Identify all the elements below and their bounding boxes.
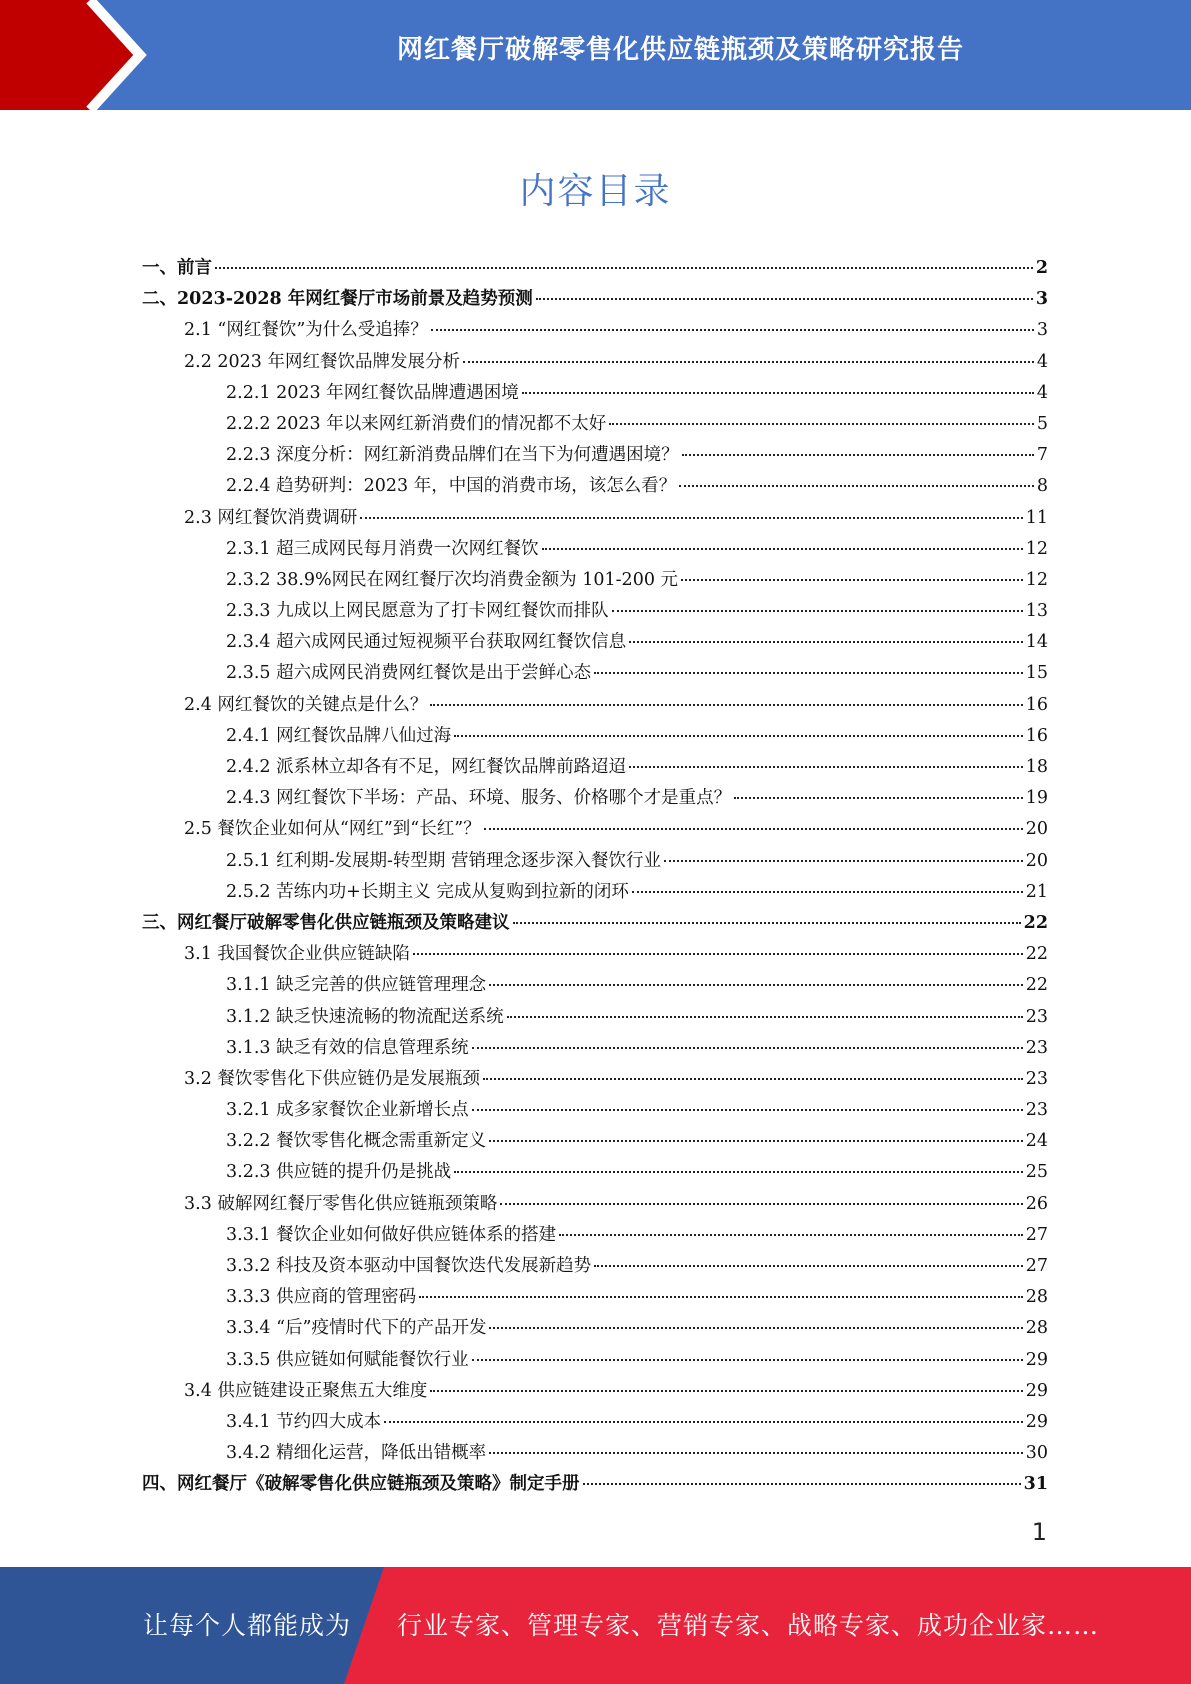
- toc-leader-dots: [483, 1078, 1023, 1080]
- toc-leader-dots: [454, 1171, 1023, 1173]
- toc-entry[interactable]: [142, 1190, 1048, 1221]
- table-of-contents: [142, 254, 1048, 1502]
- toc-entry-page: 21: [1025, 881, 1048, 902]
- toc-entry-page: 30: [1025, 1443, 1048, 1464]
- toc-entry-label: 2.2.4 趋势研判：2023 年，中国的消费市场，该怎么看？: [226, 476, 677, 497]
- toc-leader-dots: [559, 1234, 1023, 1236]
- toc-entry-page: 13: [1025, 601, 1048, 622]
- page-header-banner: [0, 0, 1191, 110]
- toc-entry-page: 23: [1025, 1100, 1048, 1121]
- toc-entry[interactable]: [142, 1470, 1048, 1501]
- toc-leader-dots: [513, 922, 1021, 924]
- report-title: 网红餐厅破解零售化供应链瓶颈及策略研究报告: [396, 35, 964, 65]
- toc-entry-label: 2.5.2 苦练内功+长期主义 完成从复购到拉新的闭环: [226, 881, 629, 902]
- toc-entry[interactable]: [142, 1439, 1048, 1470]
- toc-leader-dots: [681, 579, 1023, 581]
- toc-entry-label: 2.1 “网红餐饮”为什么受追捧？: [184, 320, 428, 341]
- toc-entry[interactable]: [142, 753, 1048, 784]
- toc-entry-label: 3.3 破解网红餐厅零售化供应链瓶颈策略: [184, 1193, 498, 1214]
- toc-leader-dots: [682, 454, 1034, 456]
- toc-entry-page: 11: [1025, 507, 1048, 528]
- toc-entry-page: 22: [1025, 975, 1048, 996]
- toc-entry-page: 20: [1025, 850, 1048, 871]
- toc-leader-dots: [632, 891, 1023, 893]
- toc-leader-dots: [489, 1327, 1022, 1329]
- toc-entry-page: 28: [1025, 1318, 1048, 1339]
- toc-entry[interactable]: [142, 878, 1048, 909]
- toc-entry-page: 16: [1025, 725, 1048, 746]
- toc-entry-page: 23: [1025, 1037, 1048, 1058]
- toc-leader-dots: [463, 361, 1034, 363]
- toc-entry-label: 2.5.1 红利期-发展期-转型期 营销理念逐步深入餐饮行业: [226, 850, 661, 871]
- toc-entry[interactable]: [142, 1221, 1048, 1252]
- toc-entry-page: 15: [1025, 663, 1048, 684]
- toc-entry-page: 28: [1025, 1287, 1048, 1308]
- toc-entry-page: 3: [1035, 289, 1048, 310]
- toc-entry-page: 23: [1025, 1006, 1048, 1027]
- toc-leader-dots: [419, 1296, 1023, 1298]
- header-arrow-decoration: [0, 0, 160, 110]
- toc-entry[interactable]: [142, 1314, 1048, 1345]
- toc-entry[interactable]: [142, 659, 1048, 690]
- toc-entry-label: 2.3 网红餐饮消费调研: [184, 507, 358, 528]
- toc-leader-dots: [430, 1390, 1022, 1392]
- toc-entry-label: 3.1.2 缺乏快速流畅的物流配送系统: [226, 1006, 504, 1027]
- toc-entry[interactable]: [142, 504, 1048, 535]
- toc-entry-page: 12: [1025, 538, 1048, 559]
- toc-entry[interactable]: [142, 940, 1048, 971]
- toc-entry-page: 2: [1035, 258, 1048, 278]
- toc-entry-page: 31: [1023, 1474, 1048, 1495]
- toc-entry-label: 3.3.1 餐饮企业如何做好供应链体系的搭建: [226, 1224, 557, 1245]
- toc-leader-dots: [612, 610, 1023, 612]
- toc-leader-dots: [431, 329, 1034, 331]
- toc-entry[interactable]: [142, 722, 1048, 753]
- toc-entry-label: 2.3.1 超三成网民每月消费一次网红餐饮: [226, 538, 539, 559]
- toc-entry-label: 2.4 网红餐饮的关键点是什么？: [184, 694, 428, 715]
- toc-entry[interactable]: [142, 379, 1048, 410]
- toc-entry-label: 2.3.4 超六成网民通过短视频平台获取网红餐饮信息: [226, 632, 627, 653]
- toc-entry[interactable]: [142, 254, 1048, 285]
- toc-entry-label: 2.3.3 九成以上网民愿意为了打卡网红餐饮而排队: [226, 601, 609, 622]
- toc-entry-page: 25: [1025, 1162, 1048, 1183]
- toc-leader-dots: [629, 641, 1023, 643]
- toc-leader-dots: [215, 267, 1033, 269]
- toc-leader-dots: [472, 1109, 1023, 1111]
- toc-entry-label: 3.3.4 “后”疫情时代下的产品开发: [226, 1318, 487, 1339]
- toc-entry-page: 18: [1025, 757, 1048, 777]
- toc-leader-dots: [500, 1203, 1022, 1205]
- toc-entry-page: 3: [1036, 320, 1048, 341]
- toc-leader-dots: [734, 797, 1023, 799]
- toc-entry-page: 16: [1025, 694, 1048, 715]
- toc-entry[interactable]: [142, 971, 1048, 1002]
- toc-entry[interactable]: [142, 1127, 1048, 1158]
- toc-entry[interactable]: [142, 1096, 1048, 1127]
- toc-leader-dots: [594, 1265, 1023, 1267]
- toc-entry-label: 2.2.3 深度分析：网红新消费品牌们在当下为何遭遇困境？: [226, 445, 679, 466]
- toc-entry[interactable]: [142, 909, 1048, 940]
- toc-leader-dots: [384, 1421, 1023, 1423]
- toc-leader-dots: [472, 1047, 1023, 1049]
- toc-entry-label: 3.3.2 科技及资本驱动中国餐饮迭代发展新趋势: [226, 1256, 592, 1276]
- toc-entry-label: 2.4.3 网红餐饮下半场：产品、环境、服务、价格哪个才是重点？: [226, 788, 732, 809]
- toc-entry-page: 29: [1025, 1349, 1048, 1370]
- toc-entry[interactable]: [142, 441, 1048, 472]
- toc-entry-label: 三、网红餐厅破解零售化供应链瓶颈及策略建议: [142, 912, 510, 933]
- toc-entry[interactable]: [142, 1283, 1048, 1314]
- toc-leader-dots: [484, 828, 1023, 830]
- toc-entry-label: 3.4 供应链建设正聚焦五大维度: [184, 1380, 428, 1401]
- toc-entry-label: 2.2.2 2023 年以来网红新消费们的情况都不太好: [226, 413, 607, 434]
- toc-leader-dots: [679, 485, 1034, 487]
- toc-entry-page: 22: [1025, 944, 1048, 965]
- toc-leader-dots: [664, 860, 1023, 862]
- footer-slogan-right: 行业专家、管理专家、营销专家、战略专家、成功企业家……: [397, 1611, 1100, 1640]
- toc-entry-label: 3.2.1 成多家餐饮企业新增长点: [226, 1100, 469, 1121]
- toc-entry-page: 29: [1025, 1411, 1048, 1432]
- toc-entry-page: 12: [1025, 569, 1048, 590]
- toc-entry-label: 3.4.2 精细化运营，降低出错概率: [226, 1443, 487, 1464]
- toc-leader-dots: [542, 548, 1023, 550]
- toc-leader-dots: [609, 423, 1034, 425]
- toc-leader-dots: [629, 766, 1023, 768]
- toc-leader-dots: [522, 392, 1034, 394]
- page-footer-banner: [0, 1567, 1191, 1684]
- toc-entry-label: 3.2.3 供应链的提升仍是挑战: [226, 1162, 452, 1183]
- toc-entry[interactable]: [142, 1408, 1048, 1439]
- toc-entry[interactable]: [142, 285, 1048, 316]
- toc-leader-dots: [489, 1140, 1023, 1142]
- toc-entry-page: 24: [1025, 1131, 1048, 1152]
- toc-entry-page: 20: [1025, 819, 1048, 840]
- toc-entry[interactable]: [142, 1346, 1048, 1377]
- toc-entry-label: 2.3.2 38.9%网民在网红餐厅次均消费金额为 101-200 元: [226, 569, 679, 590]
- toc-entry-page: 14: [1025, 632, 1048, 653]
- toc-entry-label: 2.3.5 超六成网民消费网红餐饮是出于尝鲜心态: [226, 663, 592, 684]
- toc-leader-dots: [413, 953, 1023, 955]
- toc-leader-dots: [594, 672, 1023, 674]
- toc-entry-page: 5: [1036, 413, 1048, 434]
- toc-entry[interactable]: [142, 1034, 1048, 1065]
- page-number: 1: [1031, 1518, 1047, 1546]
- toc-entry-label: 3.1 我国餐饮企业供应链缺陷: [184, 944, 410, 965]
- footer-slogan-left: 让每个人都能成为: [143, 1611, 352, 1640]
- toc-leader-dots: [489, 984, 1023, 986]
- toc-leader-dots: [454, 735, 1023, 737]
- toc-entry-page: 4: [1036, 382, 1048, 403]
- toc-entry-label: 2.2 2023 年网红餐饮品牌发展分析: [184, 351, 460, 372]
- toc-leader-dots: [430, 704, 1022, 706]
- toc-entry[interactable]: [142, 1158, 1048, 1189]
- toc-entry-label: 2.4.1 网红餐饮品牌八仙过海: [226, 725, 452, 746]
- toc-entry-label: 2.5 餐饮企业如何从“网红”到“长红”？: [184, 819, 481, 840]
- toc-leader-dots: [583, 1483, 1021, 1485]
- toc-leader-dots: [536, 298, 1033, 300]
- toc-leader-dots: [360, 517, 1022, 519]
- toc-entry-label: 3.2 餐饮零售化下供应链仍是发展瓶颈: [184, 1068, 480, 1089]
- toc-leader-dots: [507, 1016, 1023, 1018]
- toc-entry-page: 27: [1025, 1224, 1048, 1245]
- toc-entry-label: 四、网红餐厅《破解零售化供应链瓶颈及策略》制定手册: [142, 1474, 580, 1495]
- toc-entry-label: 2.4.2 派系林立却各有不足，网红餐饮品牌前路迢迢: [226, 757, 627, 777]
- toc-leader-dots: [472, 1359, 1023, 1361]
- toc-entry[interactable]: [142, 566, 1048, 597]
- toc-entry-label: 3.3.3 供应商的管理密码: [226, 1287, 417, 1308]
- toc-entry-page: 19: [1025, 788, 1048, 809]
- toc-entry-label: 二、2023-2028 年网红餐厅市场前景及趋势预测: [142, 289, 533, 310]
- toc-entry-label: 3.2.2 餐饮零售化概念需重新定义: [226, 1131, 487, 1152]
- toc-entry[interactable]: [142, 1377, 1048, 1408]
- toc-entry[interactable]: [142, 316, 1048, 347]
- toc-entry[interactable]: [142, 1003, 1048, 1034]
- toc-entry[interactable]: [142, 535, 1048, 566]
- toc-entry[interactable]: [142, 691, 1048, 722]
- toc-entry[interactable]: [142, 784, 1048, 815]
- toc-entry[interactable]: [142, 472, 1048, 503]
- toc-entry-page: 4: [1036, 351, 1048, 372]
- toc-entry[interactable]: [142, 815, 1048, 846]
- toc-entry-label: 一、前言: [142, 258, 212, 278]
- toc-entry-label: 3.1.3 缺乏有效的信息管理系统: [226, 1037, 469, 1058]
- toc-entry-page: 29: [1025, 1380, 1048, 1401]
- toc-entry[interactable]: [142, 847, 1048, 878]
- toc-entry-label: 3.3.5 供应链如何赋能餐饮行业: [226, 1349, 469, 1370]
- toc-entry-label: 3.4.1 节约四大成本: [226, 1411, 382, 1432]
- toc-heading: 内容目录: [519, 171, 672, 212]
- toc-entry-page: 8: [1036, 476, 1048, 497]
- toc-entry-page: 7: [1036, 445, 1048, 466]
- toc-entry-page: 27: [1025, 1256, 1048, 1276]
- toc-entry[interactable]: [142, 628, 1048, 659]
- toc-entry[interactable]: [142, 410, 1048, 441]
- toc-entry[interactable]: [142, 1252, 1048, 1283]
- toc-entry-label: 2.2.1 2023 年网红餐饮品牌遭遇困境: [226, 382, 519, 403]
- toc-entry[interactable]: [142, 1065, 1048, 1096]
- toc-entry-label: 3.1.1 缺乏完善的供应链管理理念: [226, 975, 487, 996]
- toc-leader-dots: [489, 1452, 1023, 1454]
- toc-entry-page: 26: [1025, 1193, 1048, 1214]
- toc-entry[interactable]: [142, 348, 1048, 379]
- toc-entry[interactable]: [142, 597, 1048, 628]
- toc-entry-page: 23: [1025, 1068, 1048, 1089]
- toc-entry-page: 22: [1023, 912, 1048, 933]
